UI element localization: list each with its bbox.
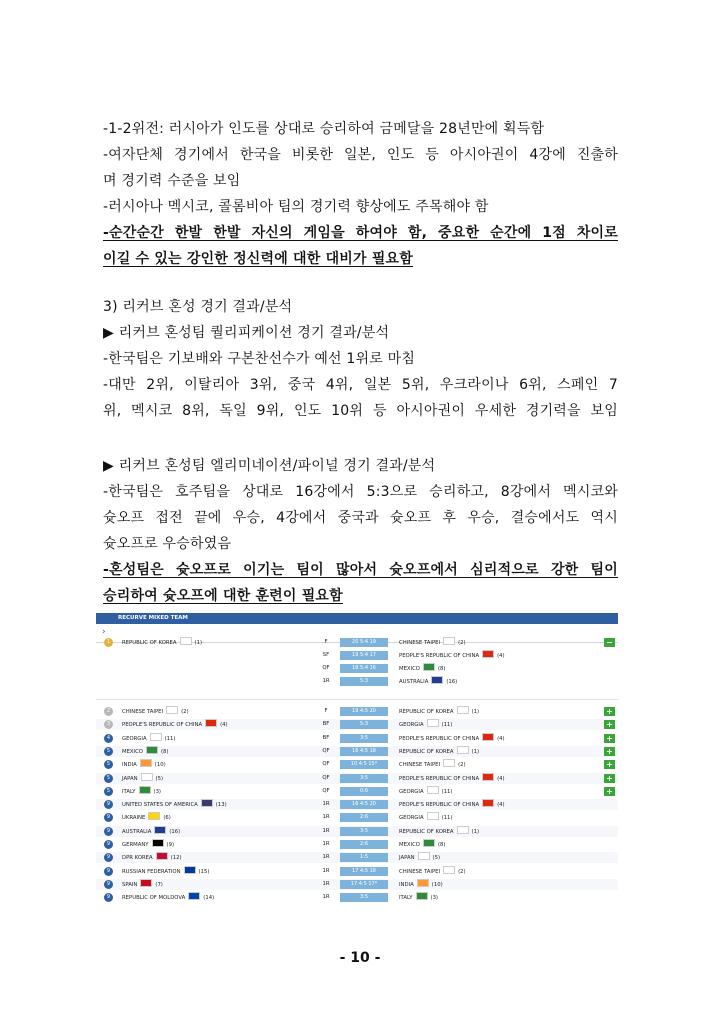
team-right (399, 746, 479, 758)
team-seed: (15) (198, 868, 210, 875)
flag-icon (431, 676, 443, 684)
expand-icon[interactable]: + (604, 774, 615, 783)
team-left (122, 826, 180, 838)
team-seed: (4) (497, 775, 505, 782)
team-name: GEORGIA (399, 815, 424, 822)
round-label: BF (322, 734, 330, 741)
score-cell: 2:6 (340, 813, 388, 822)
team-name: CHINESE TAIPEI (122, 709, 164, 715)
korea-match-row (96, 676, 618, 687)
team-seed: (1) (194, 640, 203, 646)
team-seed: (6) (163, 815, 171, 822)
team-name: INDIA (122, 762, 137, 769)
flag-icon (443, 637, 455, 645)
team-right (399, 773, 505, 785)
rank-badge: 9 (104, 880, 113, 889)
score-cell: 16 4:5 18 (340, 747, 388, 756)
flag-icon (205, 719, 217, 727)
team-right (399, 663, 446, 675)
expand-icon[interactable]: + (604, 707, 615, 716)
team-name: PEOPLE'S REPUBLIC OF CHINA (399, 802, 480, 809)
team-left (122, 879, 163, 891)
text-line: -한국팀은 호주팀을 상대로 16강에서 5:3으로 승리하고, 8강에서 멕시코와 (103, 484, 618, 500)
team-right (399, 759, 466, 771)
rank-badge: 9 (104, 813, 113, 822)
team-name: PEOPLE'S REPUBLIC OF CHINA (399, 735, 480, 742)
flag-icon (140, 879, 152, 887)
team-right (399, 892, 438, 904)
flag-icon (418, 852, 430, 860)
korea-match-row (96, 650, 618, 661)
rank-badge: 5 (104, 774, 113, 783)
round-label: 1R (322, 867, 330, 874)
team-seed: (4) (497, 802, 505, 809)
korea-match-row (96, 637, 618, 648)
flag-icon (457, 826, 469, 834)
result-row (96, 746, 618, 757)
team-name: AUSTRALIA (399, 679, 429, 685)
rank-badge: 3 (104, 720, 113, 729)
expand-icon[interactable]: + (604, 760, 615, 769)
team-seed: (8) (437, 842, 446, 848)
result-row (96, 759, 618, 770)
score-cell: 2:6 (340, 840, 388, 849)
score-cell: 3:5 (340, 893, 388, 902)
collapse-icon[interactable]: − (604, 638, 615, 647)
team-name: JAPAN (122, 775, 138, 782)
flag-icon (482, 773, 494, 781)
team-seed: (12) (170, 855, 182, 862)
text-line-emphasis: 이길 수 있는 강인한 정신력에 대한 대비가 필요함 (103, 251, 413, 267)
body-text (103, 116, 618, 272)
team-name: INDIA (399, 881, 414, 888)
team-right (399, 852, 440, 864)
result-row (96, 866, 618, 877)
team-left (122, 812, 171, 824)
score-cell: 17 4:5 17* (340, 880, 388, 889)
rank-badge: 9 (104, 893, 113, 902)
rank-badge: 9 (104, 853, 113, 862)
round-label: 1R (322, 678, 330, 684)
expand-icon[interactable]: + (604, 787, 615, 796)
flag-icon (482, 733, 494, 741)
team-right (399, 733, 505, 745)
score-cell: 3:5 (340, 734, 388, 743)
team-right (399, 706, 479, 718)
round-label: BF (322, 721, 330, 728)
result-row (96, 892, 618, 903)
rank-badge: 4 (104, 734, 113, 743)
team-seed: (11) (441, 722, 453, 729)
result-row (96, 706, 618, 717)
flag-icon (184, 866, 196, 874)
flag-icon (457, 746, 469, 754)
team-left (122, 839, 174, 851)
team-right (399, 866, 466, 878)
team-seed: (2) (458, 762, 466, 769)
rank-badge: 5 (104, 787, 113, 796)
team-right (399, 676, 457, 688)
rank-badge: 5 (104, 747, 113, 756)
round-label: 1R (322, 827, 330, 834)
team-name: MEXICO (399, 666, 420, 672)
rank-badge: 9 (104, 840, 113, 849)
team-name: PEOPLE'S REPUBLIC OF CHINA (122, 722, 203, 729)
flag-icon (140, 759, 152, 767)
team-name: ITALY (399, 895, 413, 902)
score-cell: 0:6 (340, 787, 388, 796)
score-cell: 20 5:4 19 (340, 638, 388, 647)
team-seed: (9) (166, 842, 175, 848)
section-mixed-qualification (103, 294, 618, 424)
expand-icon[interactable]: + (604, 720, 615, 729)
team-left (122, 719, 228, 731)
team-name: REPUBLIC OF KOREA (399, 709, 454, 715)
team-left (122, 799, 227, 811)
text-line: -러시아나 멕시코, 콜롬비아 팀의 경기력 향상에도 주목해야 함 (103, 199, 489, 215)
result-row (96, 852, 618, 863)
team-seed: (11) (164, 735, 176, 742)
team-seed: (11) (441, 788, 453, 795)
page-number: - 10 - (339, 950, 381, 966)
team-seed: (2) (181, 709, 189, 715)
team-left (122, 852, 182, 864)
team-name: AUSTRALIA (122, 828, 152, 835)
team-left (122, 786, 161, 798)
team-left (122, 733, 175, 745)
result-row (96, 733, 618, 744)
team-seed: (8) (160, 748, 169, 755)
rank-badge: 9 (104, 800, 113, 809)
text-line-emphasis: 승리하여 슛오프에 대한 훈련이 필요함 (103, 588, 343, 604)
section-heading: 3) 리커브 혼성 경기 결과/분석 (103, 299, 293, 315)
score-cell: 5:3 (340, 677, 388, 686)
subsection-heading: ▶ 리커브 혼성팀 퀄리피케이션 경기 결과/분석 (103, 325, 390, 341)
round-label: F (324, 639, 328, 645)
team-seed: (4) (497, 735, 505, 742)
team-name: PEOPLE'S REPUBLIC OF CHINA (399, 775, 480, 782)
team-name: CHINESE TAIPEI (399, 640, 441, 646)
rank-badge: 9 (104, 827, 113, 836)
team-left (122, 773, 163, 785)
round-label: 1R (322, 841, 330, 847)
flag-icon (141, 773, 153, 781)
round-label: QF (322, 747, 330, 754)
korea-match-row (96, 663, 618, 674)
team-name: GEORGIA (399, 788, 424, 795)
team-right (399, 826, 479, 838)
team-left (122, 637, 202, 649)
score-cell: 10 4:5 15* (340, 760, 388, 769)
result-row (96, 799, 618, 810)
flag-icon (156, 852, 168, 860)
flag-icon (427, 812, 439, 820)
flag-icon (423, 839, 435, 847)
team-name: REPUBLIC OF KOREA (399, 748, 454, 755)
score-cell: 5:3 (340, 720, 388, 729)
score-cell: 19 4:5 20 (340, 707, 388, 716)
result-row (96, 786, 618, 797)
flag-icon (443, 866, 455, 874)
team-seed: (1) (471, 748, 480, 755)
team-name: REPUBLIC OF KOREA (122, 640, 177, 646)
flag-icon (150, 733, 162, 741)
flag-icon (427, 719, 439, 727)
result-row (96, 719, 618, 730)
divider (96, 699, 618, 700)
section-mixed-elimination (103, 453, 618, 609)
flag-icon (180, 637, 192, 645)
results-table (96, 613, 618, 903)
round-label: QF (322, 665, 330, 671)
team-seed: (5) (432, 855, 441, 862)
flag-icon (201, 799, 213, 807)
team-right (399, 637, 466, 649)
round-label: F (324, 708, 328, 714)
flag-icon (443, 759, 455, 767)
team-name: MEXICO (399, 842, 420, 848)
team-name: RUSSIAN FEDERATION (122, 868, 181, 875)
text-line-emphasis: -혼성팀은 슛오프로 이기는 팀이 많아서 슛오프에서 심리적으로 강한 팀이 (103, 562, 618, 578)
team-seed: (14) (203, 895, 215, 902)
team-name: SPAIN (122, 881, 138, 888)
text-line: 슛오프 접전 끝에 우승, 4강에서 중국과 슛오프 후 우승, 결승에서도 역시 (103, 510, 618, 526)
team-seed: (2) (458, 868, 466, 875)
team-seed: (2) (458, 640, 466, 646)
text-line: 위, 멕시코 8위, 독일 9위, 인도 10위 등 아시아권이 우세한 경기력을 보임 (103, 403, 618, 419)
expand-icon[interactable]: + (604, 734, 615, 743)
rank-badge: 5 (104, 760, 113, 769)
round-label: 1R (322, 814, 330, 821)
team-left (122, 892, 214, 904)
score-cell: 18 5:4 16 (340, 664, 388, 673)
rank-badge: 9 (104, 867, 113, 876)
team-right (399, 650, 505, 662)
flag-icon (166, 706, 178, 714)
results-title: RECURVE MIXED TEAM (96, 613, 618, 624)
team-name: MEXICO (122, 748, 143, 755)
team-right (399, 786, 452, 798)
team-seed: (1) (471, 709, 480, 715)
team-name: PEOPLE'S REPUBLIC OF CHINA (399, 653, 480, 659)
text-line: 며 경기력 수준을 보임 (103, 173, 241, 189)
team-seed: (11) (441, 815, 453, 822)
flag-icon (427, 786, 439, 794)
flag-icon (188, 892, 200, 900)
team-seed: (3) (430, 895, 439, 902)
team-seed: (10) (431, 881, 443, 888)
expand-icon[interactable]: + (604, 747, 615, 756)
text-line: -1-2위전: 러시아가 인도를 상대로 승리하여 금메달을 28년만에 획득함 (103, 121, 545, 137)
round-label: SF (322, 652, 330, 658)
round-label: QF (322, 774, 330, 781)
team-seed: (5) (155, 775, 164, 782)
score-cell: 3:5 (340, 774, 388, 783)
team-seed: (4) (220, 722, 228, 729)
text-line: -여자단체 경기에서 한국을 비롯한 일본, 인도 등 아시아권이 4강에 진출하 (103, 147, 618, 163)
team-left (122, 866, 209, 878)
team-seed: (16) (169, 828, 181, 835)
flag-icon (152, 839, 164, 847)
subsection-heading: ▶ 리커브 혼성팀 엘리미네이션/파이널 경기 결과/분석 (103, 458, 436, 474)
team-right (399, 879, 443, 891)
flag-icon (154, 826, 166, 834)
team-left (122, 706, 189, 718)
flag-icon (416, 892, 428, 900)
round-label: 1R (322, 894, 330, 901)
rank-badge: 2 (104, 707, 113, 716)
team-right (399, 812, 452, 824)
flag-icon (457, 706, 469, 714)
team-name: GEORGIA (122, 735, 147, 742)
flag-icon (146, 746, 158, 754)
team-seed: (16) (446, 679, 458, 685)
round-label: 1R (322, 854, 330, 861)
team-left (122, 746, 169, 758)
team-name: UNITED STATES OF AMERICA (122, 802, 198, 809)
round-label: QF (322, 787, 330, 794)
team-name: CHINESE TAIPEI (399, 762, 441, 769)
text-line-emphasis: -순간순간 한발 한발 자신의 게임을 하여야 함, 중요한 순간에 1점 차이로 (103, 225, 618, 241)
team-name: UKRAINE (122, 815, 146, 822)
flag-icon (482, 650, 494, 658)
flag-icon (482, 799, 494, 807)
team-seed: (4) (497, 653, 505, 659)
round-label: 1R (322, 880, 330, 887)
result-row (96, 839, 618, 850)
team-name: DPR KOREA (122, 855, 153, 862)
flag-icon (423, 663, 435, 671)
team-name: REPUBLIC OF MOLDOVA (122, 895, 186, 902)
flag-icon (148, 812, 160, 820)
text-line: 슛오프로 우승하였음 (103, 536, 232, 552)
team-name: GEORGIA (399, 722, 424, 729)
team-seed: (10) (154, 762, 166, 769)
score-cell: 17 4:5 18 (340, 867, 388, 876)
team-name: ITALY (122, 788, 136, 795)
score-cell: 1:5 (340, 853, 388, 862)
team-seed: (8) (437, 666, 446, 672)
result-row (96, 812, 618, 823)
text-line: -대만 2위, 이탈리아 3위, 중국 4위, 일본 5위, 우크라이나 6위, 스페인 7 (103, 377, 618, 393)
result-row (96, 879, 618, 890)
team-seed: (3) (153, 788, 162, 795)
team-seed: (1) (471, 828, 480, 835)
team-right (399, 719, 452, 731)
team-name: REPUBLIC OF KOREA (399, 828, 454, 835)
team-name: JAPAN (399, 855, 415, 862)
flag-icon (417, 879, 429, 887)
team-right (399, 839, 446, 851)
team-seed: (13) (215, 802, 227, 809)
text-line: -한국팀은 기보배와 구본찬선수가 예선 1위로 마침 (103, 351, 416, 367)
team-seed: (7) (155, 881, 163, 888)
team-name: CHINESE TAIPEI (399, 868, 441, 875)
score-cell: 19 5:4 17 (340, 651, 388, 660)
result-row (96, 826, 618, 837)
rank-badge: 1 (104, 638, 113, 647)
team-left (122, 759, 166, 771)
round-label: 1R (322, 801, 330, 808)
team-name: GERMANY (122, 842, 149, 848)
chevron-right-icon: › (102, 627, 106, 637)
score-cell: 3:5 (340, 827, 388, 836)
flag-icon (139, 786, 151, 794)
score-cell: 16 4:5 20 (340, 800, 388, 809)
result-row (96, 773, 618, 784)
round-label: QF (322, 761, 330, 768)
team-right (399, 799, 505, 811)
